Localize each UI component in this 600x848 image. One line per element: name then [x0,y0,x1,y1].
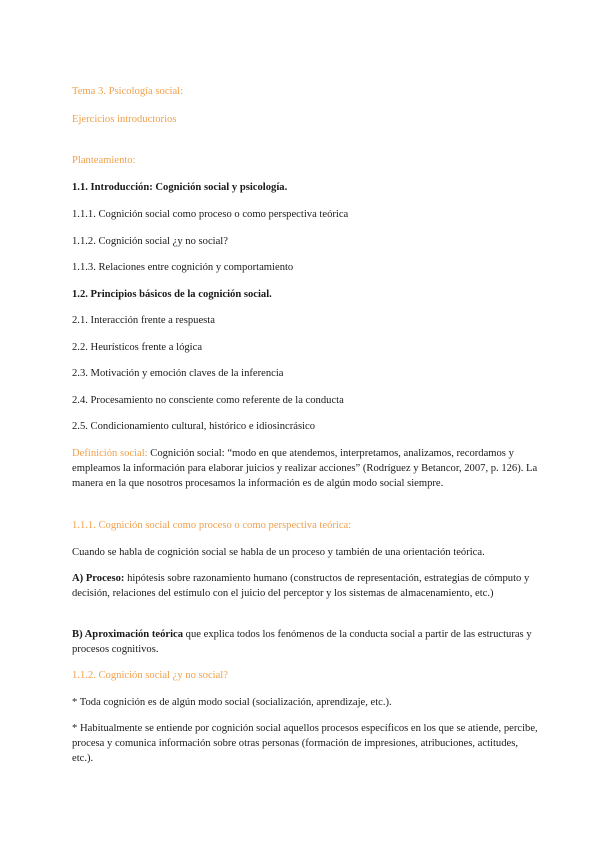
proceso-text: hipótesis sobre razonamiento humano (constructos de representación, estrategias de cómputo y decisión, relaciones del estímulo con el juicio del perceptor y los sistemas de almacenamiento, etc.) [72,573,530,599]
sec2-item: 2.4. Procesamiento no consciente como referente de la conducta [72,395,344,406]
definicion-label: Definición social: [72,448,148,459]
sec2-item: 2.1. Interacción frente a respuesta [72,315,215,326]
definicion-paragraph [72,446,540,491]
sec2-item: 2.3. Motivación y emoción claves de la inferencia [72,368,284,379]
subsection-1-title: 1.1.1. Cognición social como proceso o como perspectiva teórica: [72,520,352,531]
proceso-paragraph [72,571,540,601]
sec2-item: 2.5. Condicionamiento cultural, histórico e idiosincrásico [72,421,316,432]
definicion-text: Cognición social: “modo en que atendemos, interpretamos, analizamos, recordamos y empleamos la información para elaborar juicios y realizar acciones” (Rodríguez y Betancor, 2007, p. 126). La manera en la que nosotros procesamos la información es de algún modo social siempre. [72,448,538,489]
bullet-item: * Toda cognición es de algún modo social (socialización, aprendizaje, etc.). [72,697,392,708]
sub1-intro: Cuando se habla de cognición social se habla de un proceso y también de una orientación teórica. [72,547,485,558]
sec1-item: 1.1.2. Cognición social ¿y no social? [72,236,228,247]
sec2-item: 2.2. Heurísticos frente a lógica [72,342,203,353]
planteamiento-heading: Planteamiento: [72,155,136,166]
section-1-title: 1.1. Introducción: Cognición social y psicología. [72,182,288,193]
proceso-label: A) Proceso: [72,573,125,584]
sec1-item: 1.1.3. Relaciones entre cognición y comportamiento [72,262,294,273]
tema-title: Tema 3. Psicología social: [72,86,184,97]
aproximacion-text: que explica todos los fenómenos de la conducta social a partir de las estructuras y procesos cognitivos. [72,629,532,655]
section-2-title: 1.2. Principios básicos de la cognición social. [72,289,272,300]
sec1-item: 1.1.1. Cognición social como proceso o como perspectiva teórica [72,209,349,220]
aproximacion-label: B) Aproximación teórica [72,629,184,640]
ejercicios-heading: Ejercicios introductorios [72,114,177,125]
aproximacion-paragraph [72,627,540,657]
bullet-item: * Habitualmente se entiende por cognición social aquellos procesos específicos en los que se atiende, percibe, procesa y comunica información sobre otras personas (formación de impresiones, atribuciones, actitudes, etc.). [72,723,538,764]
subsection-2-title: 1.1.2. Cognición social ¿y no social? [72,670,228,681]
